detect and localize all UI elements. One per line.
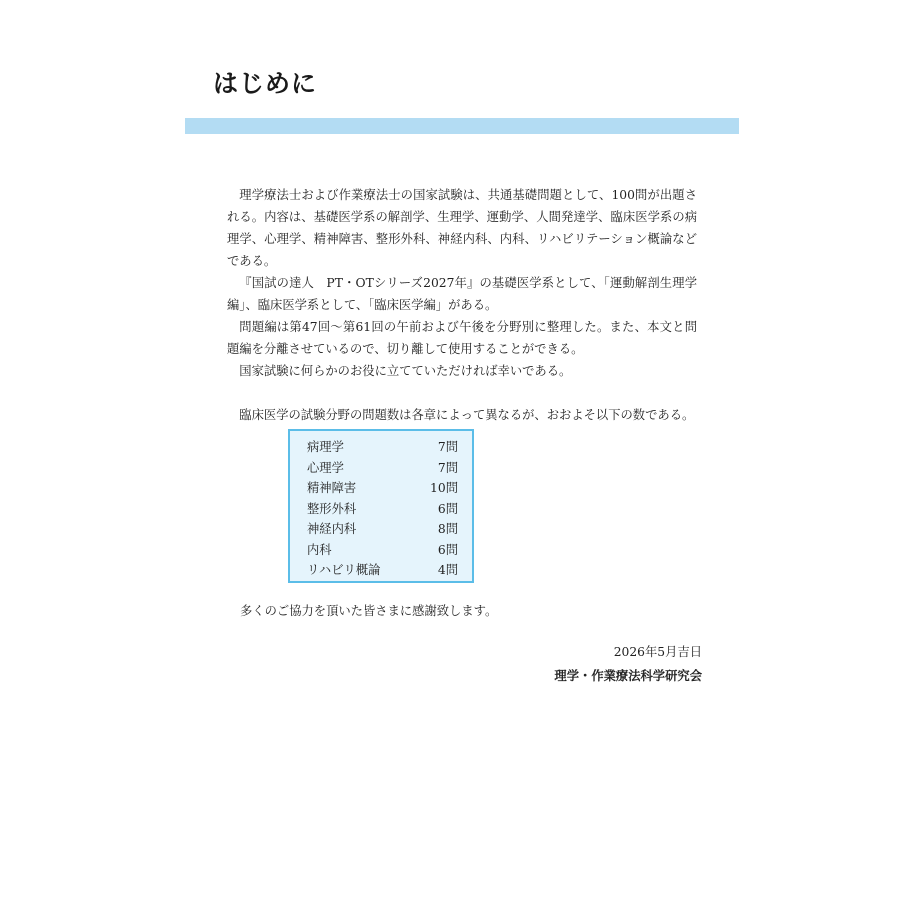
intro-paragraph: 国家試験に何らかのお役に立てていただければ幸いである。 xyxy=(239,364,572,378)
count-row xyxy=(307,437,458,458)
field-name: 整形外科 xyxy=(307,501,357,516)
title-accent-bar xyxy=(185,118,739,134)
intro-paragraph: 『国試の達人 PT・OTシリーズ2027年』の基礎医学系として、「運動解剖生理学編」、臨床医学系として、「臨床医学編」がある。 xyxy=(227,276,697,312)
field-count: 10問 xyxy=(430,481,458,495)
intro-paragraph: 問題編は第47回～第61回の午前および午後を分野別に整理した。また、本文と問題編を分離させているので、切り離して使用することができる。 xyxy=(227,320,697,356)
count-row xyxy=(307,458,458,479)
field-count: 6問 xyxy=(437,542,458,557)
question-count-box xyxy=(288,429,474,583)
intro-text xyxy=(227,184,697,426)
count-row xyxy=(307,478,458,499)
count-row xyxy=(307,540,458,561)
question-count-lead: 臨床医学の試験分野の問題数は各章によって異なるが、おおよそ以下の数である。 xyxy=(239,408,695,422)
field-name: 神経内科 xyxy=(307,522,357,536)
field-name: 病理学 xyxy=(307,440,344,454)
date-text: 2026年5月吉日 xyxy=(613,645,702,659)
field-name: 心理学 xyxy=(307,460,344,475)
author-name: 理学・作業療法科学研究会 xyxy=(554,669,702,683)
count-row xyxy=(307,519,458,540)
count-row xyxy=(307,560,458,581)
intro-paragraph: 理学療法士および作業療法士の国家試験は、共通基礎問題として、100問が出題される。内容は、基礎医学系の解剖学、生理学、運動学、人間発達学、臨床医学系の病理学、心理学、精神障害、整形外科、神経内科、内科、リハビリテーション概論などである。 xyxy=(227,188,697,268)
page-title: はじめに xyxy=(213,69,318,98)
field-count: 8問 xyxy=(437,522,458,536)
thanks-text: 多くのご協力を頂いた皆さまに感謝致します。 xyxy=(240,604,498,618)
field-name: リハビリ概論 xyxy=(307,563,381,577)
field-name: 内科 xyxy=(307,542,332,557)
field-count: 7問 xyxy=(437,460,458,475)
count-row xyxy=(307,499,458,520)
field-count: 4問 xyxy=(437,563,458,577)
field-name: 精神障害 xyxy=(307,481,357,495)
field-count: 7問 xyxy=(437,440,458,454)
field-count: 6問 xyxy=(437,501,458,516)
